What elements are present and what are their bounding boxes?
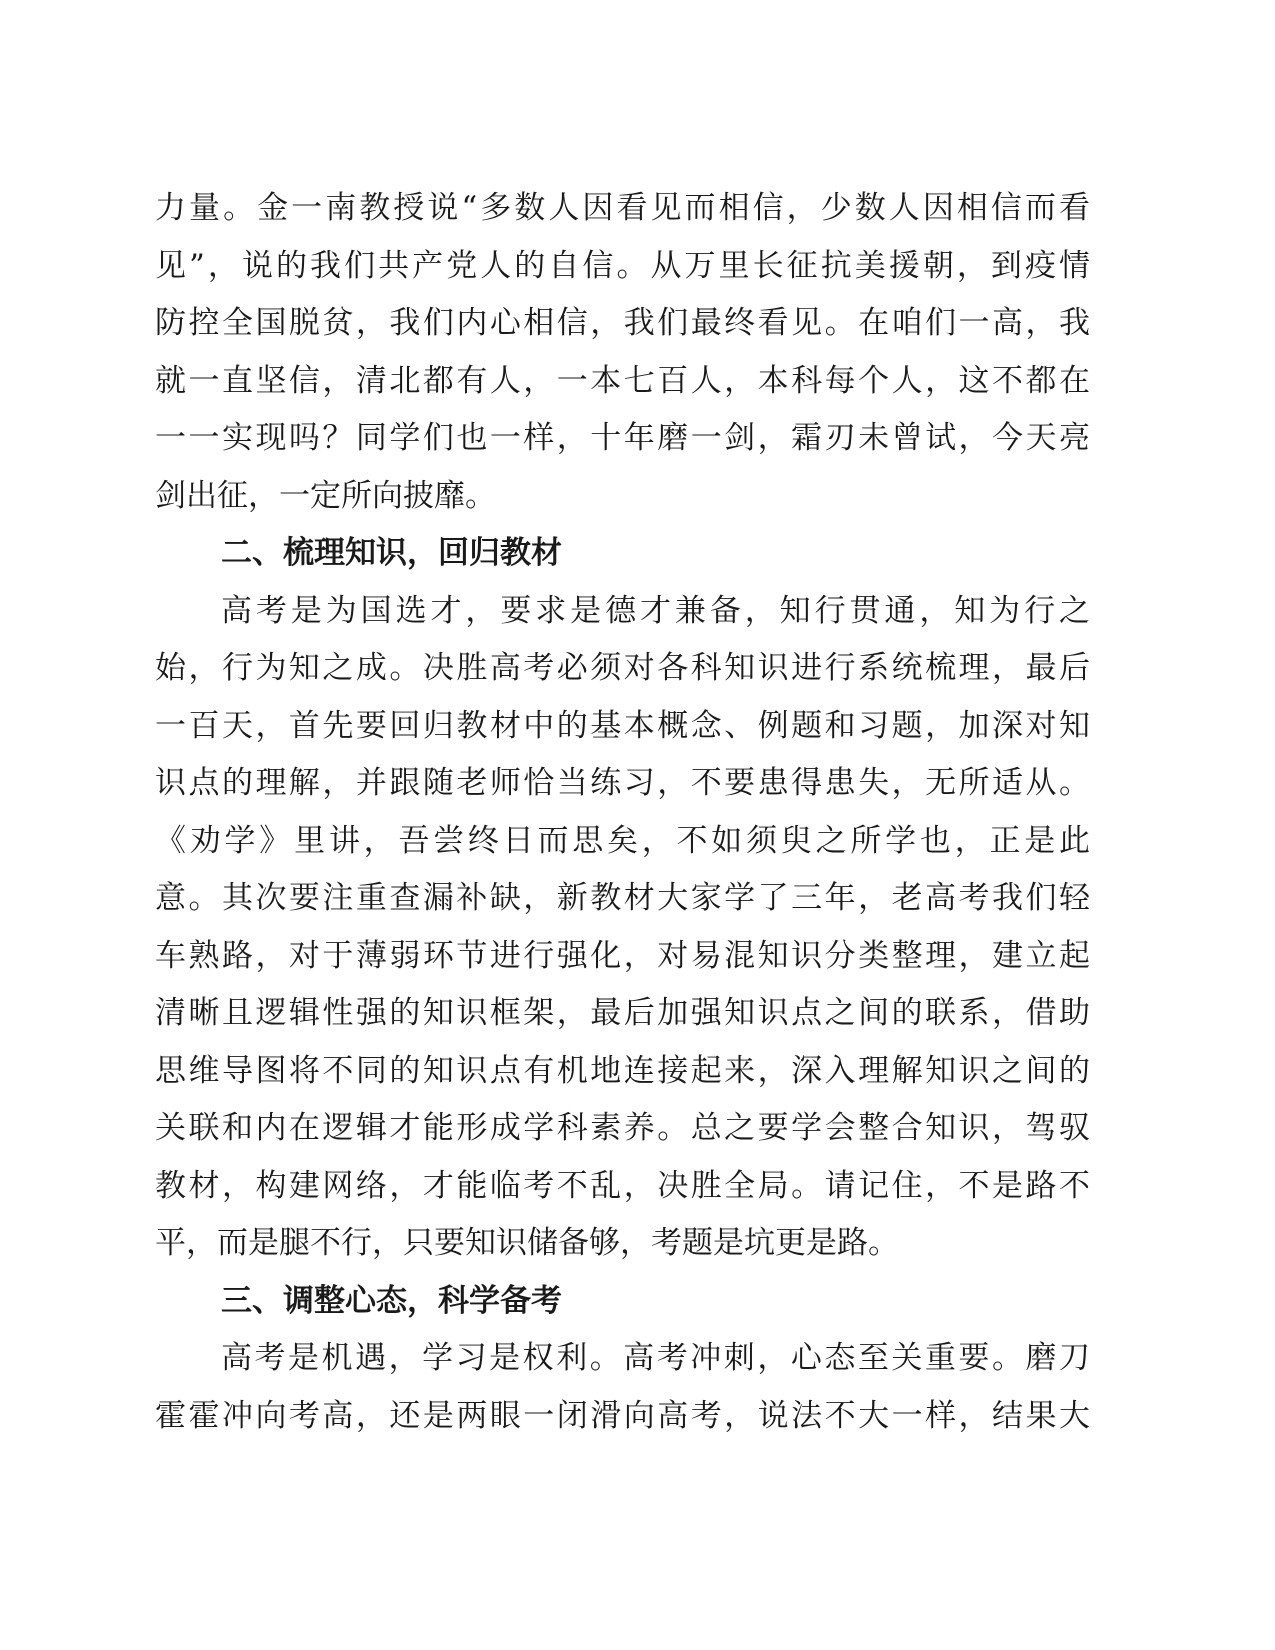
paragraph-line: 《劝学》里讲，吾尝终日而思矣，不如须臾之所学也，正是此 [155, 822, 1090, 859]
paragraph-line: 霍霍冲向考高，还是两眼一闭滑向高考，说法不大一样，结果大 [155, 1397, 1090, 1434]
paragraph-line: 关联和内在逻辑才能形成学科素养。总之要学会整合知识，驾驭 [155, 1110, 1090, 1146]
paragraph-line: 平，而是腿不行，只要知识储备够，考题是坑更是路。 [155, 1225, 899, 1261]
paragraph-line: 一一实现吗？同学们也一样，十年磨一剑，霜刃未曾试，今天亮 [155, 420, 1090, 456]
paragraph-line: 一百天，首先要回归教材中的基本概念、例题和习题，加深对知 [155, 707, 1090, 744]
paragraph-line: 意。其次要注重查漏补缺，新教材大家学了三年，老高考我们轻 [155, 880, 1090, 916]
paragraph-line: 识点的理解，并跟随老师恰当练习，不要患得患失，无所适从。 [155, 765, 1090, 801]
paragraph-line: 始，行为知之成。决胜高考必须对各科知识进行系统梳理，最后 [155, 650, 1090, 686]
paragraph-2 [155, 583, 1090, 1273]
paragraph-line: 教材，构建网络，才能临考不乱，决胜全局。请记住，不是路不 [155, 1167, 1090, 1204]
document-body [155, 180, 1090, 1445]
paragraph-3 [155, 1330, 1090, 1445]
paragraph-line: 剑出征，一定所向披靡。 [155, 477, 496, 514]
paragraph-line: 见”，说的我们共产党人的自信。从万里长征抗美援朝，到疫情 [155, 247, 1090, 284]
paragraph-line: 就一直坚信，清北都有人，一本七百人，本科每个人，这不都在 [155, 362, 1090, 399]
paragraph-line: 清晰且逻辑性强的知识框架，最后加强知识点之间的联系，借助 [155, 995, 1090, 1031]
paragraph-line: 防控全国脱贫，我们内心相信，我们最终看见。在咱们一高，我 [155, 305, 1090, 341]
section-heading-3: 三、调整心态，科学备考 [221, 1282, 562, 1319]
paragraph-line: 思维导图将不同的知识点有机地连接起来，深入理解知识之间的 [155, 1052, 1090, 1089]
section-heading-2: 二、梳理知识，回归教材 [221, 535, 562, 571]
paragraph-line: 力量。金一南教授说“多数人因看见而相信，少数人因相信而看 [155, 190, 1090, 226]
paragraph-line: 高考是为国选才，要求是德才兼备，知行贯通，知为行之 [221, 592, 1090, 629]
paragraph-line: 车熟路，对于薄弱环节进行强化，对易混知识分类整理，建立起 [155, 937, 1090, 974]
paragraph-1 [155, 180, 1090, 525]
paragraph-line: 高考是机遇，学习是权利。高考冲刺，心态至关重要。磨刀 [221, 1340, 1090, 1376]
